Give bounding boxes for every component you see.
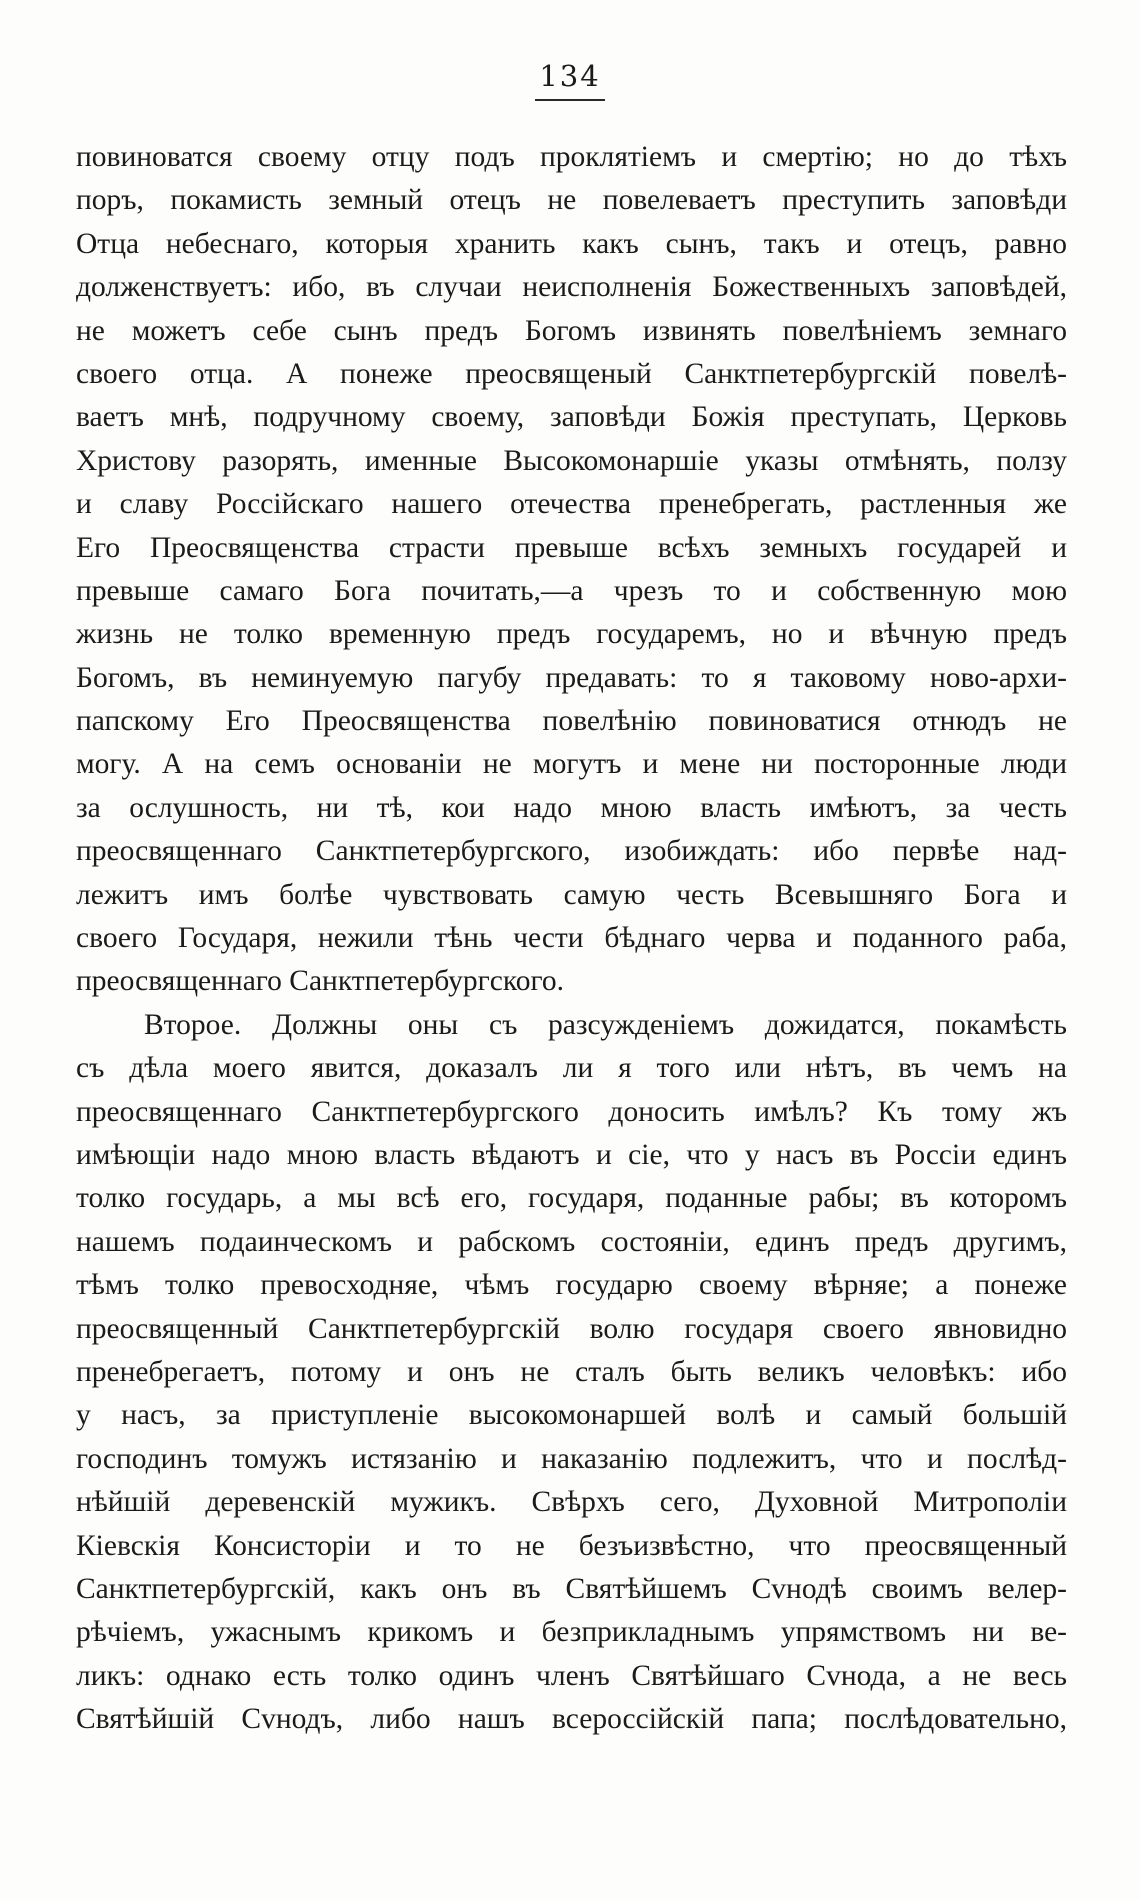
- text-line: лежитъ имъ болѣе чувствовать самую честь Всевышняго Бога и: [76, 878, 1067, 911]
- text-line: Его Преосвященства страсти превыше всѣхъ земныхъ государей и: [76, 531, 1067, 564]
- text-line: могу. А на семъ основаніи не могутъ и мене ни посторонные люди: [76, 748, 1067, 781]
- body-text: [76, 136, 1067, 1741]
- text-line: преосвященный Санктпетербургскій волю государя своего явновидно: [76, 1312, 1067, 1345]
- text-line: ликъ: однако есть толко одинъ членъ Святѣйшаго Сvнода, а не весь: [76, 1659, 1067, 1692]
- text-line: Отца небеснаго, которыя хранить какъ сынъ, такъ и отецъ, равно: [76, 227, 1067, 260]
- text-line: преосвященнаго Санктпетербургского.: [76, 965, 564, 998]
- text-line: преосвященнаго Санктпетербургского доносить имѣлъ? Къ тому жъ: [76, 1095, 1067, 1128]
- text-line: господинъ томужъ истязанію и наказанію подлежитъ, что и послѣд-: [76, 1442, 1067, 1475]
- text-line: папскому Его Преосвященства повелѣнію повиноватися отнюдъ не: [76, 705, 1067, 738]
- text-line: нѣйшій деревенскій мужикъ. Свѣрхъ сего, Духовной Митрополіи: [76, 1486, 1067, 1519]
- page-number: 134: [539, 59, 601, 93]
- text-line: Богомъ, въ неминуемую пагубу предавать: то я таковому ново-архи-: [76, 661, 1067, 694]
- text-line: преосвященнаго Санктпетербургского, изобиждать: ибо первѣе над-: [76, 835, 1067, 868]
- text-line: долженствуетъ: ибо, въ случаи неисполненія Божественныхъ заповѣдей,: [76, 271, 1067, 304]
- text-line: Санктпетербургскій, какъ онъ въ Святѣйшемъ Сvнодѣ своимъ велеp-: [76, 1572, 1067, 1605]
- text-line: рѣчіемъ, ужаснымъ крикомъ и безприкладнымъ упрямствомъ ни ве-: [76, 1616, 1067, 1649]
- text-line: пренебрегаетъ, потому и онъ не сталъ быть великъ человѣкъ: ибо: [76, 1355, 1067, 1388]
- text-line: поръ, покамисть земный отецъ не повелеваетъ преступить заповѣди: [76, 184, 1067, 217]
- text-line: своего Государя, нежили тѣнь чести бѣднаго черва и поданного раба,: [76, 922, 1067, 955]
- text-line: Второе. Должны оны съ разсужденіемъ дожидатся, покамѣсть: [144, 1008, 1067, 1041]
- text-line: и славу Россійскаго нашего отечества пренебрегать, растленныя же: [76, 488, 1067, 521]
- text-line: повиноватся своему отцу подъ проклятіемъ и смертію; но до тѣхъ: [76, 141, 1067, 173]
- text-line: тѣмъ толко превосходняе, чѣмъ государю своему вѣрняе; а понеже: [76, 1269, 1067, 1302]
- text-line: не можетъ себе сынъ предъ Богомъ извинять повелѣніемъ земнаго: [76, 314, 1067, 347]
- text-line: у насъ, за приступленіе высокомонаршей волѣ и самый большій: [76, 1399, 1067, 1432]
- paragraph-1: [76, 136, 1067, 1004]
- text-line: Кіевскія Консисторіи и то не безъизвѣстно, что преосвященный: [76, 1529, 1067, 1562]
- text-line: ваетъ мнѣ, подручному своему, заповѣди Божія преступать, Церковь: [76, 401, 1067, 434]
- text-line: съ дѣла моего явится, доказалъ ли я того или нѣтъ, въ чемъ на: [76, 1052, 1067, 1085]
- text-line: жизнь не толко временную предъ государемъ, но и вѣчную предъ: [76, 618, 1067, 651]
- text-line: Христову разорять, именные Высокомонаршіе указы отмѣнять, ползу: [76, 444, 1067, 477]
- text-line: толко государь, а мы всѣ его, государя, поданные рабы; въ которомъ: [76, 1182, 1067, 1215]
- text-line: превыше самаго Бога почитать,—а чрезъ то и собственную мою: [76, 574, 1067, 607]
- text-line: Святѣйшій Сvнодъ, либо нашъ всероссійскій папа; послѣдовательно,: [76, 1703, 1067, 1736]
- text-line: своего отца. А понеже преосвященый Санктпетербургскій повелѣ-: [76, 357, 1067, 390]
- text-line: нашемъ подаинческомъ и рабскомъ состояніи, единъ предъ другимъ,: [76, 1225, 1067, 1258]
- page-number-underline: [535, 99, 605, 101]
- text-line: за ослушность, ни тѣ, кои надо мною власть имѣютъ, за честь: [76, 791, 1067, 824]
- text-line: имѣющіи надо мною власть вѣдаютъ и сіе, что у насъ въ Россіи единъ: [76, 1138, 1067, 1171]
- paragraph-2: [76, 1004, 1067, 1742]
